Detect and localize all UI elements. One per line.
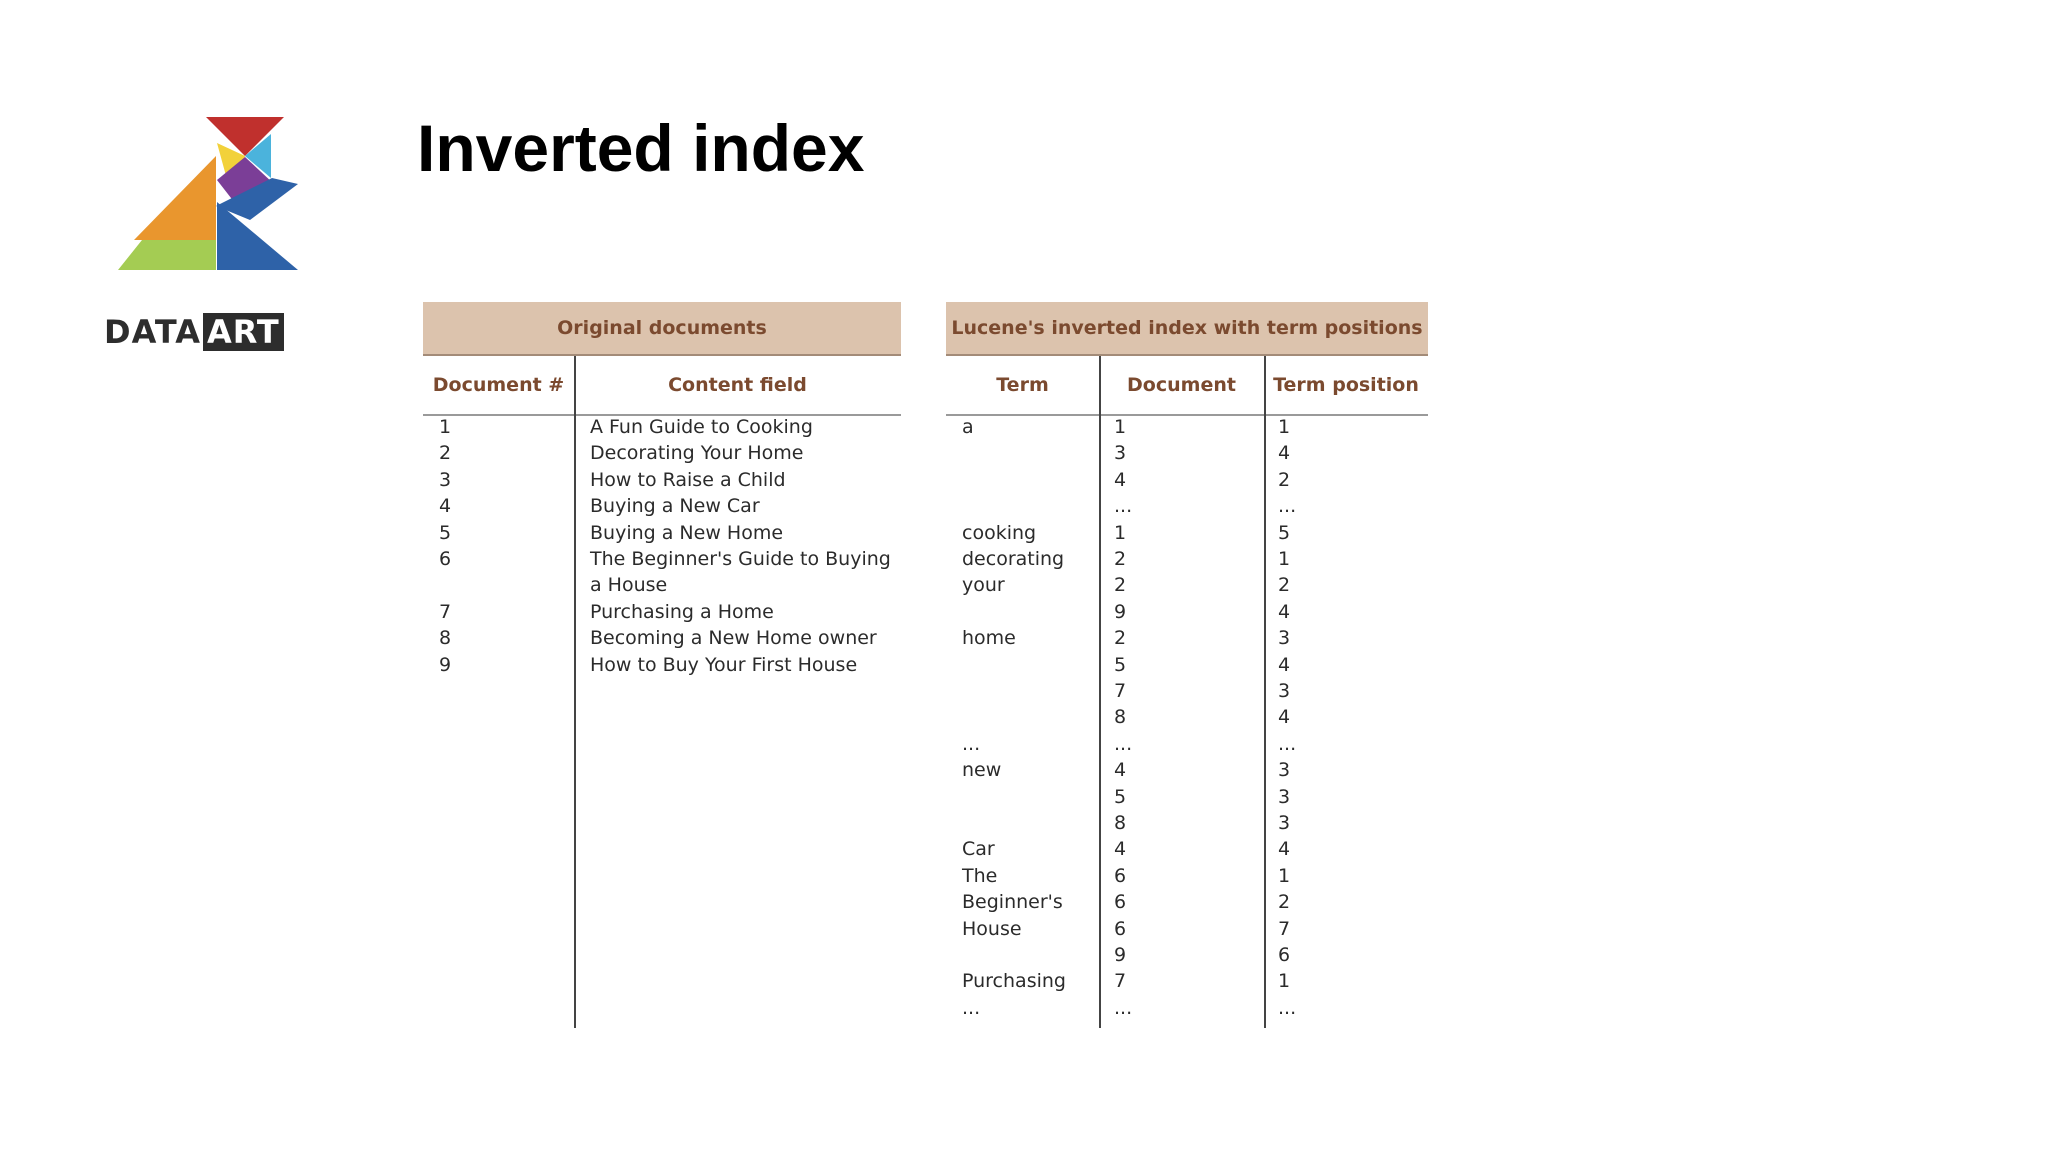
column-header-document-number: Document # (432, 374, 565, 396)
term-position-cell: 1 (1278, 970, 1291, 993)
term-cell: a (962, 416, 974, 438)
term-position-cell: 4 (1278, 838, 1291, 861)
term-position-cell: 5 (1278, 521, 1291, 544)
document-cell: 1 (1114, 521, 1127, 544)
term-position-cell: 4 (1278, 442, 1291, 465)
term-position-cell: ... (1278, 732, 1297, 755)
term-cell: home (962, 627, 1016, 650)
brand-data-text: DATA (104, 313, 201, 351)
document-cell: 2 (1114, 574, 1127, 597)
inverted-index-table (946, 302, 1428, 1028)
document-number-cell: 9 (439, 653, 452, 676)
term-position-cell: 3 (1278, 680, 1291, 702)
document-cell: 9 (1114, 600, 1127, 623)
slide-title: Inverted index (417, 111, 865, 185)
content-field-cell: Decorating Your Home (590, 442, 804, 465)
document-cell: 9 (1114, 944, 1127, 966)
column-header-content-field: Content field (668, 374, 807, 396)
term-cell: cooking (962, 521, 1037, 544)
term-cell: decorating (962, 548, 1065, 570)
term-position-cell: 1 (1278, 416, 1291, 438)
document-cell: 5 (1114, 653, 1127, 676)
document-cell: 5 (1114, 785, 1127, 808)
document-number-cell: 8 (439, 627, 452, 650)
term-cell: Purchasing (962, 970, 1066, 993)
dataart-wordmark (104, 314, 284, 350)
term-position-cell: 2 (1278, 574, 1291, 597)
document-number-cell: 7 (439, 600, 452, 623)
column-header-term: Term (996, 374, 1049, 396)
term-position-cell: 3 (1278, 812, 1291, 834)
content-field-cell: Buying a New Car (590, 495, 760, 518)
document-cell: 4 (1114, 838, 1127, 861)
document-cell: 4 (1114, 759, 1127, 782)
document-cell: 6 (1114, 917, 1127, 940)
term-cell: ... (962, 732, 981, 755)
term-cell: The (962, 864, 998, 887)
document-number-cell: 4 (439, 495, 452, 518)
document-cell: ... (1114, 732, 1133, 755)
content-field-cell: a House (590, 574, 668, 597)
content-field-cell: The Beginner's Guide to Buying (590, 548, 891, 570)
term-position-cell: 4 (1278, 653, 1291, 676)
inverted-index-column-headers (946, 356, 1428, 416)
dataart-logo-mark (104, 112, 316, 272)
inverted-index-header: Lucene's inverted index with term positions (946, 302, 1428, 356)
term-position-cell: ... (1278, 996, 1297, 1019)
document-cell: 7 (1114, 970, 1127, 993)
document-cell: 7 (1114, 680, 1127, 702)
original-documents-table (423, 302, 901, 1028)
document-cell: 6 (1114, 891, 1127, 914)
content-field-cell: How to Raise a Child (590, 468, 786, 491)
brand-art-text: ART (203, 313, 284, 351)
content-field-cell: Buying a New Home (590, 521, 784, 544)
term-position-cell: 6 (1278, 944, 1291, 966)
term-position-cell: 3 (1278, 627, 1291, 650)
document-number-cell: 3 (439, 468, 452, 491)
term-cell: Car (962, 838, 995, 861)
column-divider (1099, 356, 1101, 1028)
content-field-cell: Becoming a New Home owner (590, 627, 877, 650)
term-position-cell: ... (1278, 495, 1297, 518)
document-cell: 6 (1114, 864, 1127, 887)
original-documents-header: Original documents (423, 302, 901, 356)
term-position-cell: 2 (1278, 891, 1291, 914)
document-number-cell: 2 (439, 442, 452, 465)
term-cell: new (962, 759, 1002, 782)
document-cell: ... (1114, 495, 1133, 518)
document-cell: 1 (1114, 416, 1127, 438)
original-documents-column-headers (423, 356, 901, 416)
document-cell: 2 (1114, 627, 1127, 650)
document-cell: ... (1114, 996, 1133, 1019)
column-divider (574, 356, 576, 1028)
term-position-cell: 3 (1278, 759, 1291, 782)
content-field-cell: A Fun Guide to Cooking (590, 416, 813, 438)
document-number-cell: 5 (439, 521, 452, 544)
document-number-cell: 1 (439, 416, 452, 438)
term-cell: your (962, 574, 1005, 597)
column-header-document: Document (1127, 374, 1236, 396)
term-position-cell: 7 (1278, 917, 1291, 940)
document-cell: 2 (1114, 548, 1127, 570)
document-cell: 8 (1114, 812, 1127, 834)
document-cell: 4 (1114, 468, 1127, 491)
term-position-cell: 4 (1278, 706, 1291, 729)
term-cell: ... (962, 996, 981, 1019)
column-header-term-position: Term position (1273, 374, 1419, 396)
term-position-cell: 2 (1278, 468, 1291, 491)
document-number-cell: 6 (439, 548, 452, 570)
term-position-cell: 1 (1278, 864, 1291, 887)
content-field-cell: Purchasing a Home (590, 600, 774, 623)
document-cell: 3 (1114, 442, 1127, 465)
term-position-cell: 4 (1278, 600, 1291, 623)
term-position-cell: 1 (1278, 548, 1291, 570)
term-position-cell: 3 (1278, 785, 1291, 808)
term-cell: Beginner's (962, 891, 1063, 914)
document-cell: 8 (1114, 706, 1127, 729)
term-cell: House (962, 917, 1022, 940)
content-field-cell: How to Buy Your First House (590, 653, 858, 676)
column-divider (1264, 356, 1266, 1028)
